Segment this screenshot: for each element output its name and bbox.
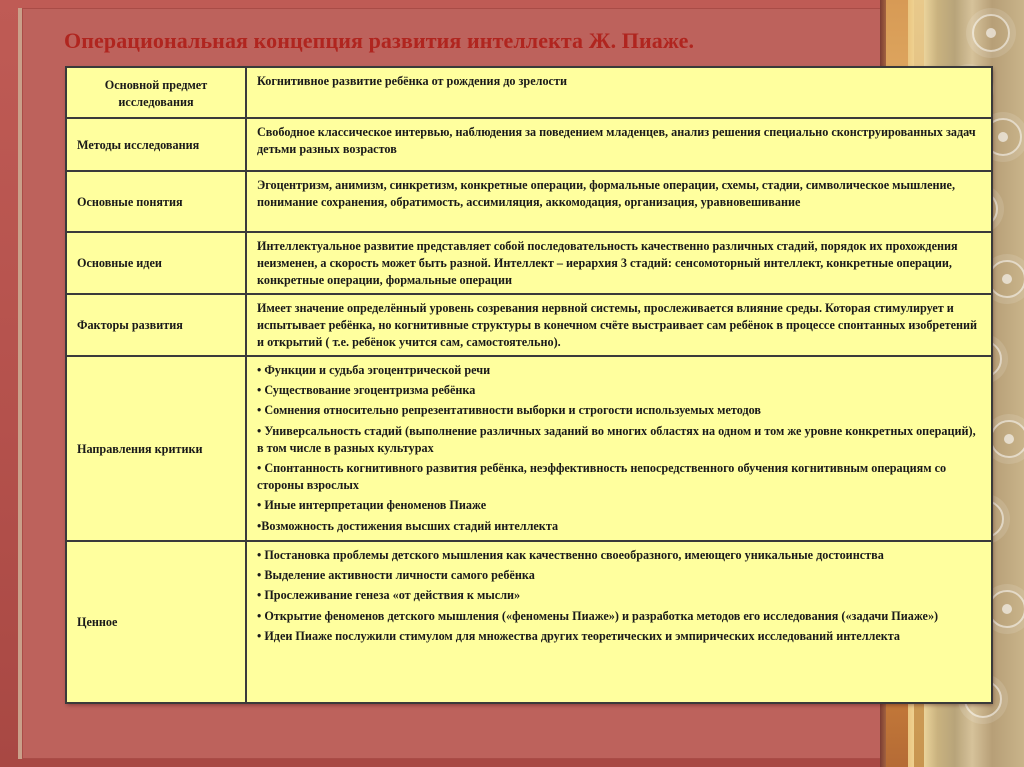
list-item: • Идеи Пиаже послужили стимулом для множества других теоретических и эмпирических исследований интеллекта	[257, 628, 901, 643]
valuable-label: Ценное	[66, 541, 246, 703]
table-row	[66, 67, 992, 118]
valuable-list	[246, 541, 992, 703]
list-item: • Сомнения относительно репрезентативности выборки и строгости используемых методов	[257, 403, 761, 418]
list-item: • Существование эгоцентризма ребёнка	[257, 383, 476, 398]
table-row	[66, 171, 992, 232]
row-label: Основной предмет исследования	[66, 67, 246, 118]
row-content: Интеллектуальное развитие представляет собой последовательность качественно различных стадий, порядок их прохождения неизменен, а скорость может быть разной. Интеллект – иерархия 3 стадий: сенсомоторный интеллект, конкретные операции, конкретные операции, формальные операции	[246, 232, 992, 294]
flower-pattern-icon	[988, 590, 1024, 628]
list-item: • Функции и судьба эгоцентрической речи	[257, 363, 491, 377]
slide-title: Операциональная концепция развития интеллекта Ж. Пиаже.	[64, 28, 695, 53]
concept-table	[65, 66, 993, 704]
list-item: • Прослеживание генеза «от действия к мысли»	[257, 588, 521, 603]
critique-label: Направления критики	[66, 356, 246, 541]
row-content: Имеет значение определённый уровень созревания нервной системы, прослеживается влияние среды. Которая стимулирует и испытывает ребёнка, но когнитивные структуры в конечном счёте выстраивает сам ребёнок в процессе спонтанных изобретений и открытий ( т.е. ребёнок учится сам, самостоятельно).	[246, 294, 992, 356]
row-content: Свободное классическое интервью, наблюдения за поведением младенцев, анализ решения специально сконструированных задач детьми разных возрастов	[246, 118, 992, 171]
list-item: • Универсальность стадий (выполнение различных заданий во многих областях на одном и том же уровне конкретных операций), в том числе в разных культурах	[257, 423, 976, 455]
flower-pattern-icon	[988, 260, 1024, 298]
concept-table-container	[65, 66, 991, 702]
row-content: Эгоцентризм, анимизм, синкретизм, конкретные операции, формальные операции, схемы, стадии, символическое мышление, понимание сохранения, обратимость, ассимиляция, аккомодация, организация, уравновешивание	[246, 171, 992, 232]
row-label: Факторы развития	[66, 294, 246, 356]
table-row	[66, 118, 992, 171]
table-row	[66, 294, 992, 356]
list-item: • Постановка проблемы детского мышления как качественно своеобразного, имеющего уникальные достоинства	[257, 548, 884, 562]
flower-pattern-icon	[990, 420, 1024, 458]
row-label: Основные идеи	[66, 232, 246, 294]
list-item: •Возможность достижения высших стадий интеллекта	[257, 518, 559, 533]
table-row	[66, 232, 992, 294]
list-item: • Иные интерпретации феноменов Пиаже	[257, 498, 487, 513]
row-label: Методы исследования	[66, 118, 246, 171]
table-row-valuable	[66, 541, 992, 703]
row-content: Когнитивное развитие ребёнка от рождения до зрелости	[246, 67, 992, 118]
row-label: Основные понятия	[66, 171, 246, 232]
list-item: • Открытие феноменов детского мышления («феномены Пиаже») и разработка методов его исследования («задачи Пиаже»)	[257, 608, 939, 623]
flower-pattern-icon	[972, 14, 1010, 52]
table-row-critique	[66, 356, 992, 541]
critique-list	[246, 356, 992, 541]
list-item: • Спонтанность когнитивного развития ребёнка, неэффективность непосредственного обучения когнитивным операциям со стороны взрослых	[257, 461, 947, 493]
list-item: • Выделение активности личности самого ребёнка	[257, 568, 535, 583]
